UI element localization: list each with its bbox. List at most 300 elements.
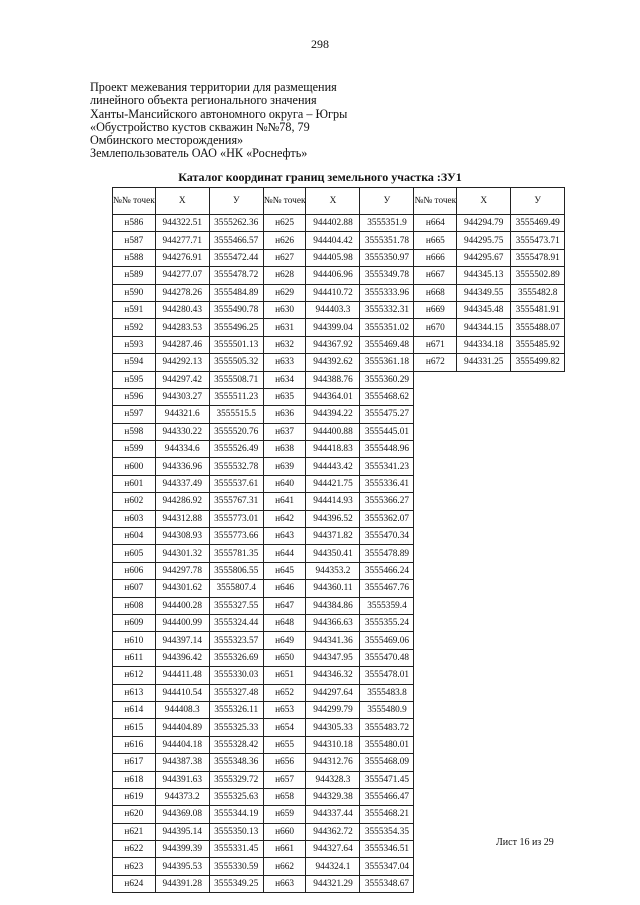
x-coordinate-cell: 944295.75 bbox=[457, 232, 511, 249]
point-id-cell: н638 bbox=[263, 441, 306, 458]
point-id-cell: н669 bbox=[414, 301, 457, 318]
empty-cell bbox=[511, 875, 565, 892]
y-coordinate-cell: 3555323.57 bbox=[209, 632, 263, 649]
y-coordinate-cell: 3555327.55 bbox=[209, 597, 263, 614]
y-coordinate-cell: 3555483.8 bbox=[360, 684, 414, 701]
empty-cell bbox=[457, 580, 511, 597]
x-coordinate-cell: 944396.42 bbox=[155, 649, 209, 666]
x-coordinate-cell: 944400.99 bbox=[155, 614, 209, 631]
x-coordinate-cell: 944324.1 bbox=[306, 858, 360, 875]
point-id-cell: н587 bbox=[113, 232, 156, 249]
point-id-cell: н626 bbox=[263, 232, 306, 249]
y-coordinate-cell: 3555773.01 bbox=[209, 510, 263, 527]
x-coordinate-cell: 944305.33 bbox=[306, 719, 360, 736]
empty-cell bbox=[511, 736, 565, 753]
column-header-point: №№ точек bbox=[113, 188, 156, 215]
x-coordinate-cell: 944310.18 bbox=[306, 736, 360, 753]
y-coordinate-cell: 3555330.03 bbox=[209, 667, 263, 684]
point-id-cell: н595 bbox=[113, 371, 156, 388]
y-coordinate-cell: 3555470.48 bbox=[360, 649, 414, 666]
x-coordinate-cell: 944404.42 bbox=[306, 232, 360, 249]
empty-cell bbox=[457, 632, 511, 649]
y-coordinate-cell: 3555346.51 bbox=[360, 841, 414, 858]
y-coordinate-cell: 3555327.48 bbox=[209, 684, 263, 701]
point-id-cell: н603 bbox=[113, 510, 156, 527]
x-coordinate-cell: 944367.92 bbox=[306, 336, 360, 353]
table-row bbox=[113, 649, 565, 666]
y-coordinate-cell: 3555496.25 bbox=[209, 319, 263, 336]
point-id-cell: н660 bbox=[263, 823, 306, 840]
empty-cell bbox=[511, 719, 565, 736]
point-id-cell: н586 bbox=[113, 215, 156, 232]
empty-cell bbox=[414, 701, 457, 718]
y-coordinate-cell: 3555773.66 bbox=[209, 528, 263, 545]
x-coordinate-cell: 944301.32 bbox=[155, 545, 209, 562]
y-coordinate-cell: 3555448.96 bbox=[360, 441, 414, 458]
y-coordinate-cell: 3555349.78 bbox=[360, 267, 414, 284]
point-id-cell: н607 bbox=[113, 580, 156, 597]
empty-cell bbox=[457, 701, 511, 718]
point-id-cell: н600 bbox=[113, 458, 156, 475]
empty-cell bbox=[414, 545, 457, 562]
empty-cell bbox=[511, 580, 565, 597]
table-row bbox=[113, 580, 565, 597]
x-coordinate-cell: 944297.42 bbox=[155, 371, 209, 388]
x-coordinate-cell: 944331.25 bbox=[457, 354, 511, 371]
x-coordinate-cell: 944392.62 bbox=[306, 354, 360, 371]
empty-cell bbox=[511, 493, 565, 510]
y-coordinate-cell: 3555520.76 bbox=[209, 423, 263, 440]
point-id-cell: н606 bbox=[113, 562, 156, 579]
point-id-cell: н642 bbox=[263, 510, 306, 527]
empty-cell bbox=[511, 441, 565, 458]
point-id-cell: н633 bbox=[263, 354, 306, 371]
point-id-cell: н644 bbox=[263, 545, 306, 562]
empty-cell bbox=[511, 406, 565, 423]
x-coordinate-cell: 944276.91 bbox=[155, 249, 209, 266]
x-coordinate-cell: 944330.22 bbox=[155, 423, 209, 440]
point-id-cell: н667 bbox=[414, 267, 457, 284]
x-coordinate-cell: 944322.51 bbox=[155, 215, 209, 232]
y-coordinate-cell: 3555483.72 bbox=[360, 719, 414, 736]
x-coordinate-cell: 944294.79 bbox=[457, 215, 511, 232]
y-coordinate-cell: 3555478.91 bbox=[511, 249, 565, 266]
table-row bbox=[113, 458, 565, 475]
table-row bbox=[113, 701, 565, 718]
point-id-cell: н641 bbox=[263, 493, 306, 510]
y-coordinate-cell: 3555355.24 bbox=[360, 614, 414, 631]
point-id-cell: н666 bbox=[414, 249, 457, 266]
table-row bbox=[113, 284, 565, 301]
point-id-cell: н630 bbox=[263, 301, 306, 318]
y-coordinate-cell: 3555336.41 bbox=[360, 475, 414, 492]
x-coordinate-cell: 944345.13 bbox=[457, 267, 511, 284]
empty-cell bbox=[414, 510, 457, 527]
table-row bbox=[113, 249, 565, 266]
empty-cell bbox=[457, 875, 511, 892]
table-row bbox=[113, 684, 565, 701]
x-coordinate-cell: 944349.55 bbox=[457, 284, 511, 301]
point-id-cell: н671 bbox=[414, 336, 457, 353]
y-coordinate-cell: 3555480.01 bbox=[360, 736, 414, 753]
x-coordinate-cell: 944341.36 bbox=[306, 632, 360, 649]
y-coordinate-cell: 3555499.82 bbox=[511, 354, 565, 371]
table-row bbox=[113, 736, 565, 753]
x-coordinate-cell: 944312.88 bbox=[155, 510, 209, 527]
empty-cell bbox=[457, 649, 511, 666]
table-row bbox=[113, 754, 565, 771]
y-coordinate-cell: 3555478.72 bbox=[209, 267, 263, 284]
point-id-cell: н650 bbox=[263, 649, 306, 666]
empty-cell bbox=[511, 684, 565, 701]
empty-cell bbox=[511, 771, 565, 788]
table-row bbox=[113, 875, 565, 892]
empty-cell bbox=[511, 614, 565, 631]
x-coordinate-cell: 944405.98 bbox=[306, 249, 360, 266]
x-coordinate-cell: 944391.63 bbox=[155, 771, 209, 788]
x-coordinate-cell: 944297.78 bbox=[155, 562, 209, 579]
header-line: Землепользователь ОАО «НК «Роснефть» bbox=[90, 146, 308, 161]
y-coordinate-cell: 3555490.78 bbox=[209, 301, 263, 318]
y-coordinate-cell: 3555482.8 bbox=[511, 284, 565, 301]
point-id-cell: н624 bbox=[113, 875, 156, 892]
x-coordinate-cell: 944403.3 bbox=[306, 301, 360, 318]
empty-cell bbox=[457, 406, 511, 423]
table-row bbox=[113, 493, 565, 510]
empty-cell bbox=[511, 371, 565, 388]
y-coordinate-cell: 3555467.76 bbox=[360, 580, 414, 597]
y-coordinate-cell: 3555767.31 bbox=[209, 493, 263, 510]
column-header-x: X bbox=[155, 188, 209, 215]
y-coordinate-cell: 3555354.35 bbox=[360, 823, 414, 840]
y-coordinate-cell: 3555360.29 bbox=[360, 371, 414, 388]
y-coordinate-cell: 3555326.11 bbox=[209, 701, 263, 718]
point-id-cell: н589 bbox=[113, 267, 156, 284]
point-id-cell: н639 bbox=[263, 458, 306, 475]
y-coordinate-cell: 3555469.06 bbox=[360, 632, 414, 649]
y-coordinate-cell: 3555445.01 bbox=[360, 423, 414, 440]
empty-cell bbox=[457, 736, 511, 753]
point-id-cell: н628 bbox=[263, 267, 306, 284]
x-coordinate-cell: 944312.76 bbox=[306, 754, 360, 771]
x-coordinate-cell: 944364.01 bbox=[306, 388, 360, 405]
point-id-cell: н645 bbox=[263, 562, 306, 579]
x-coordinate-cell: 944334.6 bbox=[155, 441, 209, 458]
empty-cell bbox=[414, 406, 457, 423]
y-coordinate-cell: 3555351.78 bbox=[360, 232, 414, 249]
y-coordinate-cell: 3555348.36 bbox=[209, 754, 263, 771]
x-coordinate-cell: 944408.3 bbox=[155, 701, 209, 718]
y-coordinate-cell: 3555472.44 bbox=[209, 249, 263, 266]
empty-cell bbox=[414, 788, 457, 805]
point-id-cell: н664 bbox=[414, 215, 457, 232]
point-id-cell: н622 bbox=[113, 841, 156, 858]
x-coordinate-cell: 944321.6 bbox=[155, 406, 209, 423]
y-coordinate-cell: 3555468.09 bbox=[360, 754, 414, 771]
x-coordinate-cell: 944410.54 bbox=[155, 684, 209, 701]
point-id-cell: н613 bbox=[113, 684, 156, 701]
point-id-cell: н599 bbox=[113, 441, 156, 458]
empty-cell bbox=[414, 458, 457, 475]
y-coordinate-cell: 3555807.4 bbox=[209, 580, 263, 597]
empty-cell bbox=[414, 754, 457, 771]
y-coordinate-cell: 3555330.59 bbox=[209, 858, 263, 875]
point-id-cell: н662 bbox=[263, 858, 306, 875]
point-id-cell: н668 bbox=[414, 284, 457, 301]
empty-cell bbox=[414, 475, 457, 492]
point-id-cell: н661 bbox=[263, 841, 306, 858]
x-coordinate-cell: 944328.3 bbox=[306, 771, 360, 788]
empty-cell bbox=[511, 528, 565, 545]
y-coordinate-cell: 3555326.69 bbox=[209, 649, 263, 666]
column-header-x: X bbox=[457, 188, 511, 215]
point-id-cell: н631 bbox=[263, 319, 306, 336]
point-id-cell: н617 bbox=[113, 754, 156, 771]
x-coordinate-cell: 944301.62 bbox=[155, 580, 209, 597]
x-coordinate-cell: 944443.42 bbox=[306, 458, 360, 475]
empty-cell bbox=[511, 458, 565, 475]
table-row bbox=[113, 441, 565, 458]
empty-cell bbox=[511, 388, 565, 405]
table-row bbox=[113, 388, 565, 405]
empty-cell bbox=[414, 858, 457, 875]
point-id-cell: н652 bbox=[263, 684, 306, 701]
sheet-footer: Лист 16 из 29 bbox=[496, 837, 554, 848]
x-coordinate-cell: 944400.28 bbox=[155, 597, 209, 614]
x-coordinate-cell: 944336.96 bbox=[155, 458, 209, 475]
column-header-y: У bbox=[209, 188, 263, 215]
point-id-cell: н591 bbox=[113, 301, 156, 318]
header-line: Проект межевания территории для размещения bbox=[90, 80, 337, 94]
x-coordinate-cell: 944400.88 bbox=[306, 423, 360, 440]
table-row bbox=[113, 545, 565, 562]
point-id-cell: н634 bbox=[263, 371, 306, 388]
x-coordinate-cell: 944277.71 bbox=[155, 232, 209, 249]
x-coordinate-cell: 944299.79 bbox=[306, 701, 360, 718]
x-coordinate-cell: 944395.14 bbox=[155, 823, 209, 840]
point-id-cell: н602 bbox=[113, 493, 156, 510]
point-id-cell: н601 bbox=[113, 475, 156, 492]
y-coordinate-cell: 3555332.31 bbox=[360, 301, 414, 318]
point-id-cell: н663 bbox=[263, 875, 306, 892]
y-coordinate-cell: 3555347.04 bbox=[360, 858, 414, 875]
empty-cell bbox=[511, 562, 565, 579]
table-row bbox=[113, 510, 565, 527]
empty-cell bbox=[457, 754, 511, 771]
column-header-y: У bbox=[511, 188, 565, 215]
point-id-cell: н611 bbox=[113, 649, 156, 666]
x-coordinate-cell: 944384.86 bbox=[306, 597, 360, 614]
y-coordinate-cell: 3555351.02 bbox=[360, 319, 414, 336]
x-coordinate-cell: 944297.64 bbox=[306, 684, 360, 701]
y-coordinate-cell: 3555537.61 bbox=[209, 475, 263, 492]
point-id-cell: н625 bbox=[263, 215, 306, 232]
y-coordinate-cell: 3555480.9 bbox=[360, 701, 414, 718]
y-coordinate-cell: 3555469.49 bbox=[511, 215, 565, 232]
empty-cell bbox=[414, 597, 457, 614]
table-row bbox=[113, 232, 565, 249]
point-id-cell: н632 bbox=[263, 336, 306, 353]
empty-cell bbox=[511, 858, 565, 875]
y-coordinate-cell: 3555502.89 bbox=[511, 267, 565, 284]
x-coordinate-cell: 944308.93 bbox=[155, 528, 209, 545]
point-id-cell: н604 bbox=[113, 528, 156, 545]
empty-cell bbox=[414, 684, 457, 701]
empty-cell bbox=[511, 423, 565, 440]
point-id-cell: н659 bbox=[263, 806, 306, 823]
y-coordinate-cell: 3555488.07 bbox=[511, 319, 565, 336]
column-header-point: №№ точек bbox=[263, 188, 306, 215]
point-id-cell: н656 bbox=[263, 754, 306, 771]
header-line: линейного объекта регионального значения bbox=[90, 93, 317, 108]
y-coordinate-cell: 3555481.91 bbox=[511, 301, 565, 318]
x-coordinate-cell: 944362.72 bbox=[306, 823, 360, 840]
empty-cell bbox=[414, 614, 457, 631]
x-coordinate-cell: 944278.26 bbox=[155, 284, 209, 301]
y-coordinate-cell: 3555331.45 bbox=[209, 841, 263, 858]
point-id-cell: н653 bbox=[263, 701, 306, 718]
point-id-cell: н629 bbox=[263, 284, 306, 301]
page-number: 298 bbox=[311, 37, 329, 51]
table-row bbox=[113, 719, 565, 736]
y-coordinate-cell: 3555470.34 bbox=[360, 528, 414, 545]
x-coordinate-cell: 944404.89 bbox=[155, 719, 209, 736]
table-row bbox=[113, 267, 565, 284]
empty-cell bbox=[457, 545, 511, 562]
empty-cell bbox=[511, 701, 565, 718]
x-coordinate-cell: 944280.43 bbox=[155, 301, 209, 318]
x-coordinate-cell: 944399.04 bbox=[306, 319, 360, 336]
point-id-cell: н665 bbox=[414, 232, 457, 249]
empty-cell bbox=[414, 841, 457, 858]
point-id-cell: н609 bbox=[113, 614, 156, 631]
x-coordinate-cell: 944418.83 bbox=[306, 441, 360, 458]
x-coordinate-cell: 944369.08 bbox=[155, 806, 209, 823]
y-coordinate-cell: 3555471.45 bbox=[360, 771, 414, 788]
table-row bbox=[113, 215, 565, 232]
y-coordinate-cell: 3555478.89 bbox=[360, 545, 414, 562]
y-coordinate-cell: 3555485.92 bbox=[511, 336, 565, 353]
x-coordinate-cell: 944414.93 bbox=[306, 493, 360, 510]
x-coordinate-cell: 944402.88 bbox=[306, 215, 360, 232]
point-id-cell: н635 bbox=[263, 388, 306, 405]
empty-cell bbox=[414, 528, 457, 545]
point-id-cell: н597 bbox=[113, 406, 156, 423]
y-coordinate-cell: 3555361.18 bbox=[360, 354, 414, 371]
y-coordinate-cell: 3555532.78 bbox=[209, 458, 263, 475]
empty-cell bbox=[414, 562, 457, 579]
empty-cell bbox=[414, 423, 457, 440]
empty-cell bbox=[511, 475, 565, 492]
empty-cell bbox=[511, 632, 565, 649]
point-id-cell: н616 bbox=[113, 736, 156, 753]
y-coordinate-cell: 3555466.57 bbox=[209, 232, 263, 249]
empty-cell bbox=[414, 493, 457, 510]
point-id-cell: н623 bbox=[113, 858, 156, 875]
point-id-cell: н647 bbox=[263, 597, 306, 614]
y-coordinate-cell: 3555473.71 bbox=[511, 232, 565, 249]
empty-cell bbox=[414, 771, 457, 788]
empty-cell bbox=[414, 736, 457, 753]
y-coordinate-cell: 3555468.21 bbox=[360, 806, 414, 823]
empty-cell bbox=[414, 580, 457, 597]
y-coordinate-cell: 3555350.97 bbox=[360, 249, 414, 266]
y-coordinate-cell: 3555501.13 bbox=[209, 336, 263, 353]
table-row bbox=[113, 858, 565, 875]
empty-cell bbox=[457, 388, 511, 405]
point-id-cell: н643 bbox=[263, 528, 306, 545]
point-id-cell: н621 bbox=[113, 823, 156, 840]
empty-cell bbox=[414, 875, 457, 892]
x-coordinate-cell: 944329.38 bbox=[306, 788, 360, 805]
empty-cell bbox=[414, 649, 457, 666]
y-coordinate-cell: 3555526.49 bbox=[209, 441, 263, 458]
empty-cell bbox=[511, 510, 565, 527]
x-coordinate-cell: 944347.95 bbox=[306, 649, 360, 666]
header-line: «Обустройство кустов скважин №№78, 79 bbox=[90, 119, 310, 134]
table-row bbox=[113, 614, 565, 631]
table-row bbox=[113, 806, 565, 823]
coordinates-table bbox=[112, 187, 565, 893]
empty-cell bbox=[414, 441, 457, 458]
point-id-cell: н593 bbox=[113, 336, 156, 353]
catalog-title: Каталог координат границ земельного участка :ЗУ1 bbox=[178, 170, 462, 184]
point-id-cell: н637 bbox=[263, 423, 306, 440]
y-coordinate-cell: 3555351.9 bbox=[360, 215, 414, 232]
y-coordinate-cell: 3555468.62 bbox=[360, 388, 414, 405]
point-id-cell: н618 bbox=[113, 771, 156, 788]
empty-cell bbox=[414, 388, 457, 405]
empty-cell bbox=[511, 806, 565, 823]
y-coordinate-cell: 3555333.96 bbox=[360, 284, 414, 301]
x-coordinate-cell: 944406.96 bbox=[306, 267, 360, 284]
x-coordinate-cell: 944421.75 bbox=[306, 475, 360, 492]
x-coordinate-cell: 944295.67 bbox=[457, 249, 511, 266]
x-coordinate-cell: 944303.27 bbox=[155, 388, 209, 405]
table-row bbox=[113, 562, 565, 579]
table-row bbox=[113, 475, 565, 492]
y-coordinate-cell: 3555515.5 bbox=[209, 406, 263, 423]
empty-cell bbox=[511, 667, 565, 684]
y-coordinate-cell: 3555466.24 bbox=[360, 562, 414, 579]
x-coordinate-cell: 944395.53 bbox=[155, 858, 209, 875]
table-row bbox=[113, 423, 565, 440]
empty-cell bbox=[414, 806, 457, 823]
point-id-cell: н614 bbox=[113, 701, 156, 718]
point-id-cell: н657 bbox=[263, 771, 306, 788]
y-coordinate-cell: 3555344.19 bbox=[209, 806, 263, 823]
y-coordinate-cell: 3555329.72 bbox=[209, 771, 263, 788]
point-id-cell: н612 bbox=[113, 667, 156, 684]
x-coordinate-cell: 944346.32 bbox=[306, 667, 360, 684]
table-row bbox=[113, 301, 565, 318]
table-row bbox=[113, 354, 565, 371]
point-id-cell: н619 bbox=[113, 788, 156, 805]
y-coordinate-cell: 3555341.23 bbox=[360, 458, 414, 475]
x-coordinate-cell: 944321.29 bbox=[306, 875, 360, 892]
column-header-point: №№ точек bbox=[414, 188, 457, 215]
x-coordinate-cell: 944396.52 bbox=[306, 510, 360, 527]
empty-cell bbox=[457, 458, 511, 475]
point-id-cell: н620 bbox=[113, 806, 156, 823]
empty-cell bbox=[414, 823, 457, 840]
y-coordinate-cell: 3555262.36 bbox=[209, 215, 263, 232]
x-coordinate-cell: 944360.11 bbox=[306, 580, 360, 597]
empty-cell bbox=[457, 719, 511, 736]
empty-cell bbox=[414, 719, 457, 736]
empty-cell bbox=[457, 371, 511, 388]
empty-cell bbox=[457, 771, 511, 788]
